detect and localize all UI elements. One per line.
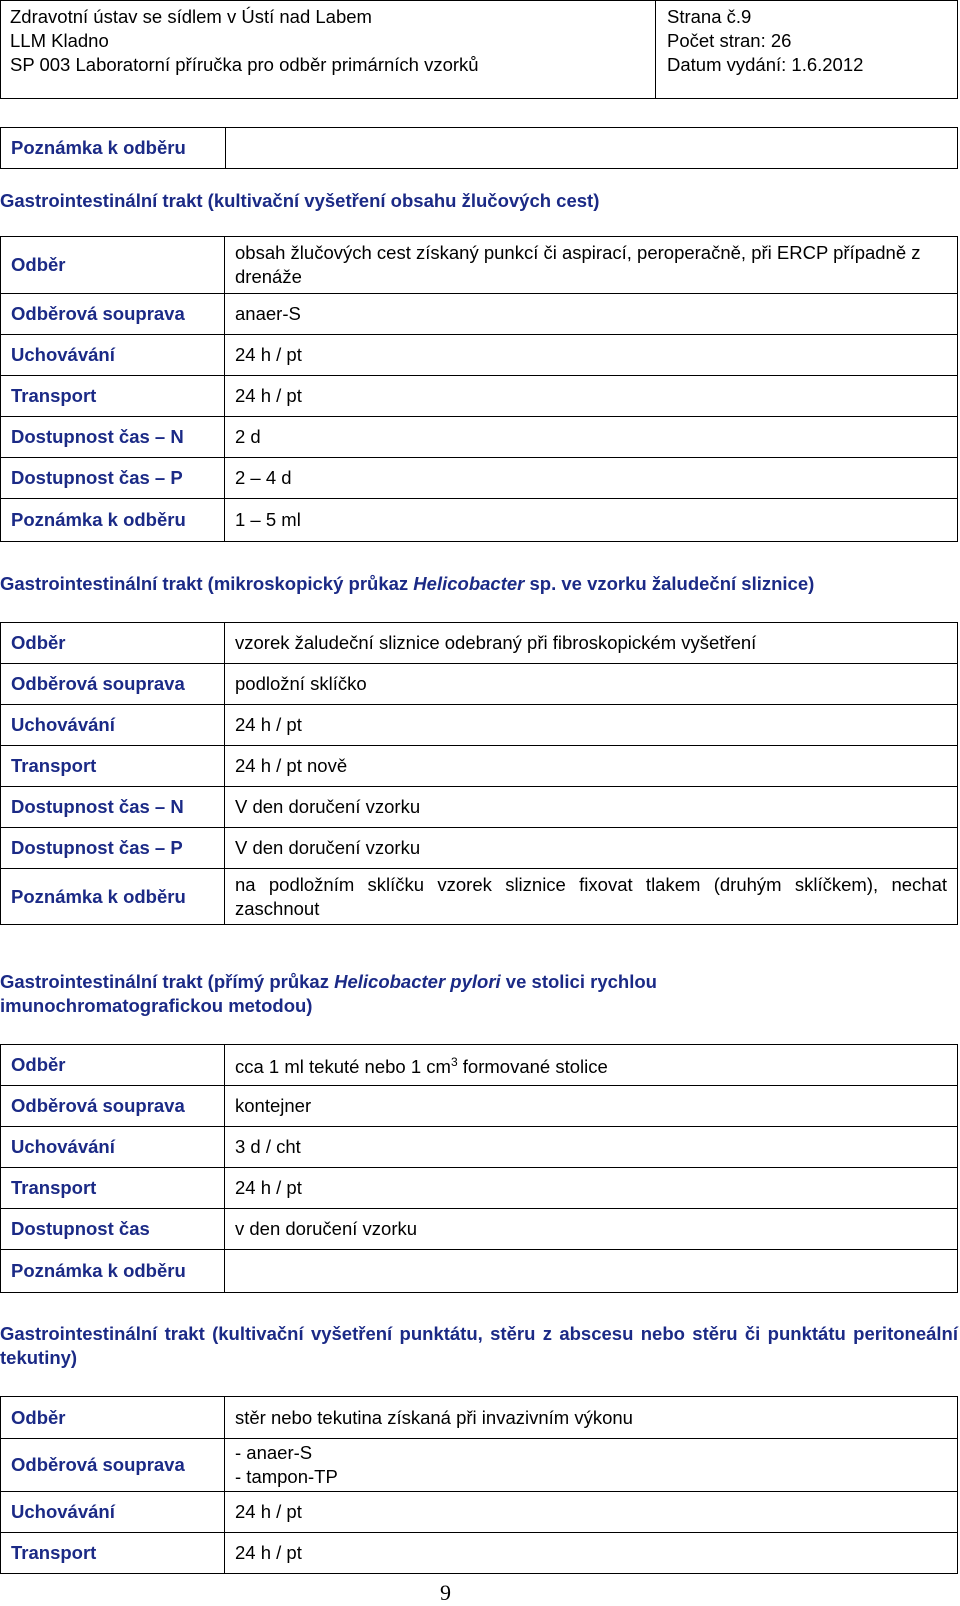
header-org: Zdravotní ústav se sídlem v Ústí nad Labem <box>10 6 372 27</box>
row-value: 24 h / pt <box>225 1492 958 1533</box>
page-number: 9 <box>440 1580 451 1605</box>
value-line: - anaer-S <box>235 1442 313 1463</box>
row-label: Uchovávání <box>1 335 225 376</box>
table-row <box>1 335 958 376</box>
row-value <box>225 1439 958 1492</box>
table-row <box>1 1209 958 1250</box>
spec-table-helicobacter-stool <box>0 1044 958 1293</box>
header-doc-title: SP 003 Laboratorní příručka pro odběr primárních vzorků <box>10 54 479 75</box>
row-value: kontejner <box>225 1086 958 1127</box>
row-label: Poznámka k odběru <box>1 869 225 925</box>
row-label: Uchovávání <box>1 1492 225 1533</box>
row-label: Odběr <box>1 623 225 664</box>
table-row <box>1 623 958 664</box>
section-title-helicobacter-mucosa <box>0 572 958 596</box>
note-label: Poznámka k odběru <box>11 137 186 158</box>
section-title-punctate: Gastrointestinální trakt (kultivační vyšetření punktátu, stěru z abscesu nebo stěru či punktátu peritoneální tekutiny) <box>0 1323 958 1368</box>
row-label: Odběrová souprava <box>1 664 225 705</box>
row-value: 3 d / cht <box>225 1127 958 1168</box>
row-label: Poznámka k odběru <box>1 499 225 542</box>
row-value: 24 h / pt <box>225 705 958 746</box>
table-row <box>1 458 958 499</box>
spec-table-bile-ducts <box>0 236 958 542</box>
row-value: podložní sklíčko <box>225 664 958 705</box>
header-page: Strana č.9 <box>667 6 752 27</box>
header-page-count: Počet stran: 26 <box>667 30 792 51</box>
spec-table-punctate <box>0 1396 958 1574</box>
row-label: Dostupnost čas – N <box>1 787 225 828</box>
section-title-bile-ducts: Gastrointestinální trakt (kultivační vyšetření obsahu žlučových cest) <box>0 190 600 211</box>
title-text: Gastrointestinální trakt (mikroskopický průkaz <box>0 573 414 594</box>
table-row <box>1 1168 958 1209</box>
row-value: obsah žlučových cest získaný punkcí či aspirací, peroperačně, při ERCP případně z drenáže <box>225 237 958 294</box>
value-text: cca 1 ml tekuté nebo 1 cm <box>235 1056 451 1078</box>
previous-note-row <box>0 127 958 169</box>
table-row <box>1 1439 958 1492</box>
table-row <box>1 746 958 787</box>
row-value: 24 h / pt <box>225 376 958 417</box>
row-label: Odběrová souprava <box>1 294 225 335</box>
row-value: 24 h / pt <box>225 1533 958 1574</box>
row-label: Odběr <box>1 1397 225 1439</box>
row-label: Uchovávání <box>1 1127 225 1168</box>
table-row <box>1 869 958 925</box>
table-row <box>1 237 958 294</box>
table-row <box>1 705 958 746</box>
row-label: Dostupnost čas – P <box>1 458 225 499</box>
row-value <box>225 1250 958 1293</box>
row-value: 24 h / pt <box>225 1168 958 1209</box>
document-header <box>0 0 958 99</box>
row-value: na podložním sklíčku vzorek sliznice fixovat tlakem (druhým sklíčkem), nechat zaschnout <box>225 869 958 925</box>
title-text: Gastrointestinální trakt (přímý průkaz <box>0 971 335 992</box>
section-title-helicobacter-stool <box>0 970 760 1018</box>
row-value: V den doručení vzorku <box>225 787 958 828</box>
table-row <box>1 417 958 458</box>
header-lab: LLM Kladno <box>10 30 109 51</box>
row-label: Poznámka k odběru <box>1 1250 225 1293</box>
table-row <box>1 1492 958 1533</box>
superscript: 3 <box>450 1055 458 1070</box>
table-row <box>1 1127 958 1168</box>
table-row <box>1 664 958 705</box>
row-value: vzorek žaludeční sliznice odebraný při fibroskopickém vyšetření <box>225 623 958 664</box>
table-row <box>1 1533 958 1574</box>
table-row <box>1 1045 958 1086</box>
table-row <box>1 828 958 869</box>
title-italic: Helicobacter <box>413 573 525 594</box>
row-label: Dostupnost čas – N <box>1 417 225 458</box>
table-row <box>1 1397 958 1439</box>
table-row <box>1 499 958 542</box>
row-label: Transport <box>1 746 225 787</box>
table-row <box>1 376 958 417</box>
row-label: Transport <box>1 1168 225 1209</box>
row-label: Odběr <box>1 1045 225 1086</box>
row-value: 24 h / pt <box>225 335 958 376</box>
row-value: anaer-S <box>225 294 958 335</box>
value-text: formované stolice <box>457 1056 608 1078</box>
row-value <box>225 1045 958 1086</box>
row-value: v den doručení vzorku <box>225 1209 958 1250</box>
table-row <box>1 787 958 828</box>
title-text: sp. ve vzorku žaludeční sliznice) <box>524 573 815 594</box>
row-value: 2 – 4 d <box>225 458 958 499</box>
spec-table-helicobacter-mucosa <box>0 622 958 925</box>
row-label: Dostupnost čas – P <box>1 828 225 869</box>
row-value: 2 d <box>225 417 958 458</box>
row-label: Odběr <box>1 237 225 294</box>
row-label: Transport <box>1 1533 225 1574</box>
table-row <box>1 294 958 335</box>
table-row <box>1 1086 958 1127</box>
row-value: 1 – 5 ml <box>225 499 958 542</box>
row-value: 24 h / pt nově <box>225 746 958 787</box>
row-label: Transport <box>1 376 225 417</box>
title-text: ve stolici rychlou imunochromatografickou metodou) <box>0 971 657 1016</box>
table-row <box>1 1250 958 1293</box>
row-value: stěr nebo tekutina získaná při invazivním výkonu <box>225 1397 958 1439</box>
row-label: Odběrová souprava <box>1 1439 225 1492</box>
header-left-cell <box>1 1 656 98</box>
row-label: Odběrová souprava <box>1 1086 225 1127</box>
divider <box>225 128 226 168</box>
row-label: Dostupnost čas <box>1 1209 225 1250</box>
row-label: Uchovávání <box>1 705 225 746</box>
value-line: - tampon-TP <box>235 1466 338 1487</box>
header-issue-date: Datum vydání: 1.6.2012 <box>667 54 864 75</box>
title-italic: Helicobacter pylori <box>334 971 501 992</box>
row-value: V den doručení vzorku <box>225 828 958 869</box>
